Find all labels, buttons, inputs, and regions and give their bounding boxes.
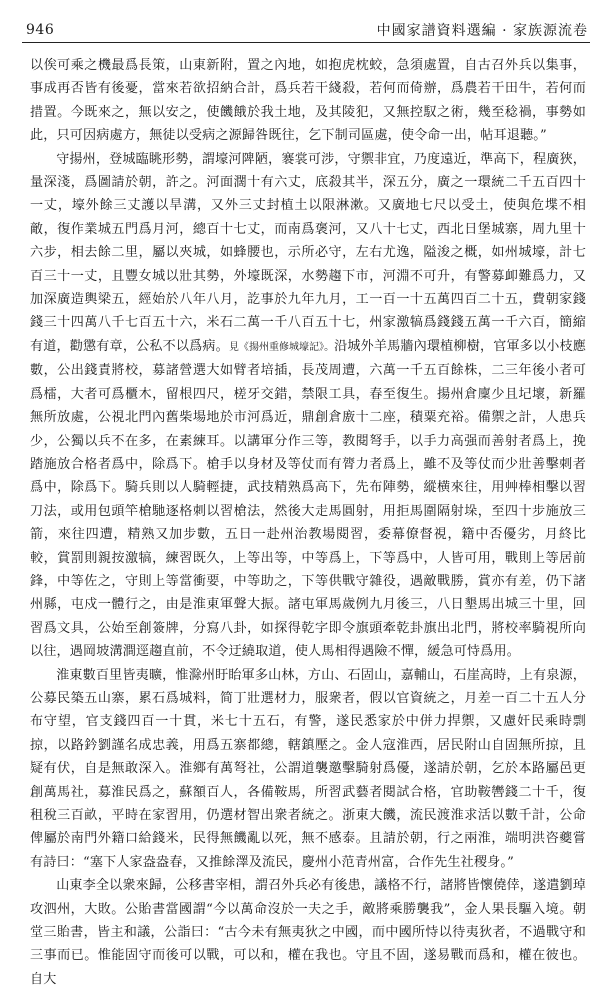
paragraph-text-continued: 沿城外羊馬牆內環植柳樹，官軍多以小枝應數，公出錢責將校，募諸營選大如臂者培插，長茂周遭，六萬一千五百餘株，二三年後小者可爲檑，大者可爲櫃木，留根四尺，槎牙交錯，禁限工具，春至復生。揚州倉廩少且圮壞，新羅無所放處，公視北門內舊柴場地於市河爲近，鼎創倉廒十二座，積粟充裕。備禦之計，人患兵少，公獨以兵不在多，在素練耳。以講軍分作三等，教閱弩手，以手力高强而善射者爲上，挽踏施放合格者爲中，除爲下。槍手以身材及等仗而有膂力者爲上，雖不及等仗而少壯善擊刺者爲中，除爲下。騎兵則以人騎輕捷，武技精熟爲高下，先布陣勢，縱横來往，用艸棒相擊以習刀法，或用包頭竿槍馳逐格刺以習槍法，然後大走馬圓射，用拒馬圍隔射垛，至四十步施放三箭，來往四遭，精熟又加步數，五日一赴州治教場閱習，委幕僚督視，籍中否優劣，月終比較，賞罰則親按激犒，練習既久，上等出等，中等爲上，下等爲中，人皆可用，戰則上等居前鋒，中等佐之，守則上等當衝要，中等助之，下等供戰守雜役，遇敵戰勝，賞亦有差，仍下諸州縣，屯戍一體行之，由是淮東軍聲大振。諸屯軍馬歲例九月後三，八日墾馬出城三十里，回習爲文具，公始至創簽牌，分寫八卦，如探得乾字即令旗頭牽乾卦旗出北門，將校率騎視所向以往，遇岡坡溝澗逕趨直前，不令迂繞取道，使人馬相得遇險不憚，緩急可恃爲用。	[30, 338, 587, 660]
running-title: 中國家譜資料選編 · 家族源流卷	[376, 23, 588, 39]
paragraph-text: 以俟可乘之機最爲長策，山東新附，置之內地，如抱虎枕蛟，急須處置，自古召外兵以集事，事成再否皆有後憂，當來若欲招納合計，爲兵若干綫殺，若何而倚辦，爲農若干田牛，若何而措置。今既來之，無以安之，使饑餓於我土地，及其陵犯，又無控馭之術，幾至稔禍，事勢如此，只可因病處方，無徒以受病之源歸咎既往，乞下制司區處，使令命一出，帖耳退聽。”	[30, 58, 586, 144]
body-text	[30, 54, 587, 987]
paragraph-text: 守揚州，登城臨眺形勢，謂壕河陴陋，褰裳可涉，守禦非宜，乃度遠近，準高下，程廣狹，量深淺，爲圖請於朝，許之。河面濶十有六丈，底殺其半，深五分，廣之一環統二千五百四十一丈，壕外餘三丈護以旱溝，又外三丈封植土以限淋漱。又廣地七尺以受土，使與危堞不相敵，復作業城五門爲月河，總百十七丈，而南爲褒河，又八十七丈，西北日堡城寨，周九里十六步，相去餘二里，屬以夾城，如蜂腰也，示所必守，左右尤逸，隘浚之概，如州城壕，計七百三十一丈，且豐女城以壯其勢，外壕既深，水勢趨下市，河淵不可升，有警募卹難爲力，又加深廣造輿梁五，經始於八年八月，訖事於九年九月，工一百一十五萬四百二十五，費朝家錢錢三十四萬八千七百五十六，米石二萬一千八百五十七，州家激犒爲錢錢五萬一千六百，簡縮有道，勸懲有章，公私不以爲病。	[30, 151, 586, 354]
paragraph	[30, 664, 586, 875]
paragraph	[30, 54, 586, 148]
page-header	[22, 14, 590, 43]
source-note: 見《揚州重修城壕記》。	[228, 341, 335, 353]
page-number: 946	[26, 22, 55, 38]
paragraph	[30, 148, 586, 664]
paragraph-text: 山東李全以衆來歸，公移書宰相，謂召外兵必有後患，議格不行，諸將皆懷僥倖，遂遣劉琸攻泗州，大敗。公貽書當國謂“今以萬命沒於一夫之手，敵將乘勝襲我”，金人果長驅入境。朝堂三貽書，皆主和議，公詣曰：“古今未有無夷狄之中國，而中國所恃以待夷狄者，不過戰守和三事而已。惟能固守而後可以戰，可以和，權在我也。守且不固，遂易戰而爲和，權在彼也。自大	[30, 878, 586, 987]
paragraph	[30, 874, 586, 991]
paragraph-text: 淮東數百里皆夷曠，惟滁州盱眙軍多山林，方山、石固山，嘉輔山，石崖高時，上有泉源，公募民築五山寨，累石爲城料，简丁壯選材力，服衆者，假以官資統之，月差一百二十五人分布守望，官支錢四百一十貫，米七十五石，有警，遂民悉家於中併力捍禦，又慮奸民乘時剽掠，以路鈐劉謹名成忠義，用爲五寨都總，轄鎮壓之。金人寇淮西，居民附山自固無所掠，且疑有伏，自是無敢深入。淮鄉有萬弩社，公謂道襲邀擊騎射爲優，遂請於朝，乞於本路屬邑更創萬馬社，募淮民爲之，蘇額百人，各備鞍馬，所習武藝者閱試合格，官助鞍轡錢二十千，復租稅三百畝，平時在家習用，仍選材智出衆者統之。浙東大饑，流民渡淮求活以數千計，公命俾屬於南門外籍口給錢米，民得無饑亂以死，無不感泰。且請於朝，行之兩淮，端明洪咨夔嘗有詩曰：“塞下人家盎盎春，又推餘澤及流民，慶州小范青州富，合作先生社稷身。”	[30, 667, 586, 870]
